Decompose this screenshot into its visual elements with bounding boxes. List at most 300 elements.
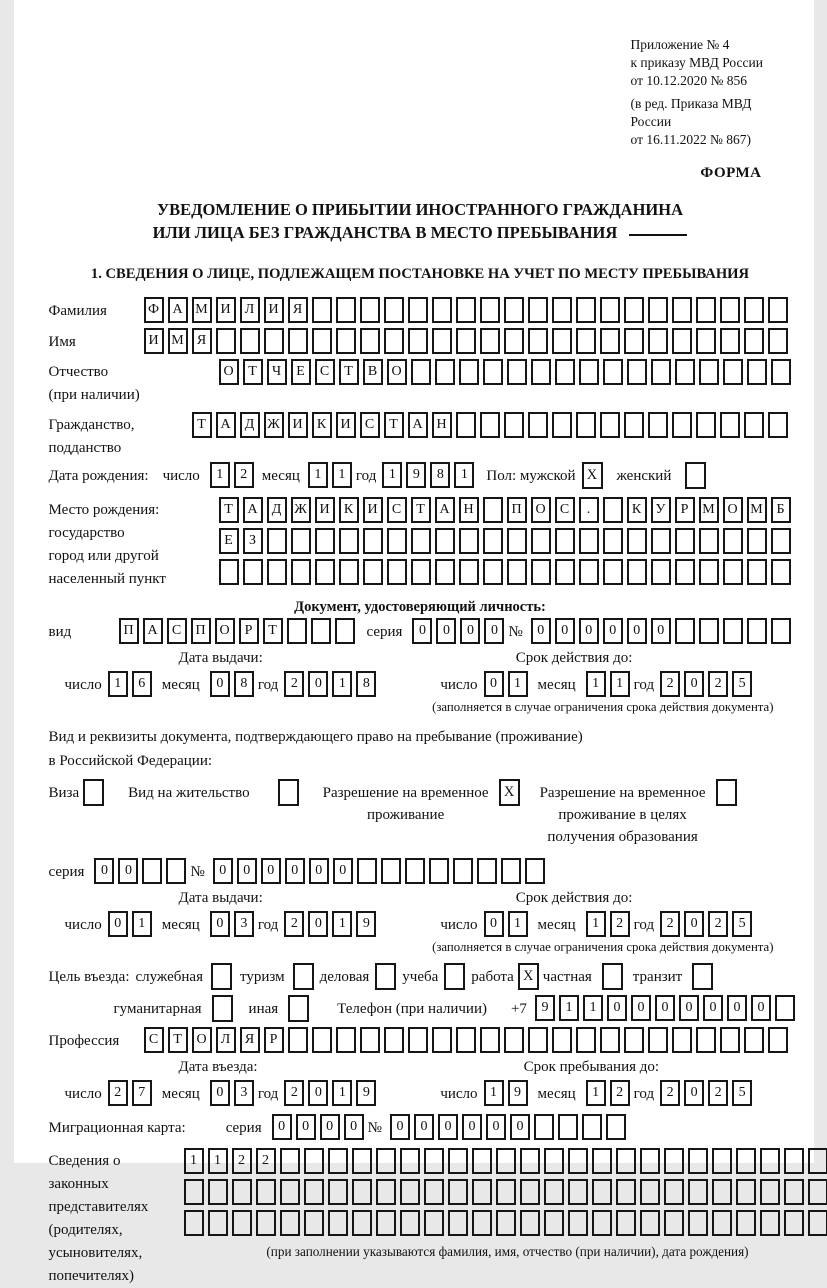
char-cell[interactable]: 0 [484, 911, 504, 937]
char-cell[interactable] [616, 1148, 636, 1174]
char-cell[interactable]: М [699, 497, 719, 523]
char-cell[interactable] [552, 1027, 572, 1053]
char-cell[interactable] [544, 1148, 564, 1174]
char-cell[interactable]: 9 [356, 911, 376, 937]
char-cell[interactable]: 1 [508, 671, 528, 697]
char-cell[interactable]: 1 [108, 671, 128, 697]
char-cell[interactable] [736, 1210, 756, 1236]
char-cell[interactable] [507, 559, 527, 585]
char-cell[interactable] [558, 1114, 578, 1140]
char-cell[interactable] [411, 528, 431, 554]
char-cell[interactable]: М [192, 297, 212, 323]
char-cell[interactable] [384, 297, 404, 323]
char-cell[interactable] [534, 1114, 554, 1140]
char-cell[interactable]: И [144, 328, 164, 354]
char-cell[interactable] [459, 528, 479, 554]
char-cell[interactable]: 2 [284, 1080, 304, 1106]
char-cell[interactable] [483, 559, 503, 585]
char-cell[interactable] [357, 858, 377, 884]
char-cell[interactable] [531, 359, 551, 385]
char-cell[interactable]: 2 [708, 1080, 728, 1106]
char-cell[interactable] [771, 528, 791, 554]
char-cell[interactable] [472, 1148, 492, 1174]
char-cell[interactable] [480, 412, 500, 438]
char-cell[interactable]: 0 [651, 618, 671, 644]
char-cell[interactable] [675, 359, 695, 385]
char-cell[interactable]: 0 [607, 995, 627, 1021]
char-cell[interactable] [784, 1179, 804, 1205]
char-cell[interactable] [384, 328, 404, 354]
char-cell[interactable] [664, 1210, 684, 1236]
char-cell[interactable] [240, 328, 260, 354]
char-cell[interactable] [219, 559, 239, 585]
char-cell[interactable] [432, 328, 452, 354]
char-cell[interactable] [288, 328, 308, 354]
char-cell[interactable] [408, 297, 428, 323]
char-cell[interactable] [339, 559, 359, 585]
checkbox-residence-permit[interactable] [278, 779, 299, 806]
char-cell[interactable] [315, 559, 335, 585]
char-cell[interactable] [640, 1148, 660, 1174]
char-cell[interactable] [504, 328, 524, 354]
char-cell[interactable]: О [219, 359, 239, 385]
char-cell[interactable] [672, 412, 692, 438]
char-cell[interactable]: 0 [603, 618, 623, 644]
char-cell[interactable] [424, 1148, 444, 1174]
char-cell[interactable] [435, 528, 455, 554]
char-cell[interactable] [504, 412, 524, 438]
char-cell[interactable]: Д [267, 497, 287, 523]
char-cell[interactable] [744, 297, 764, 323]
char-cell[interactable] [280, 1148, 300, 1174]
char-cell[interactable]: А [168, 297, 188, 323]
char-cell[interactable]: 2 [660, 671, 680, 697]
char-cell[interactable]: О [531, 497, 551, 523]
char-cell[interactable] [616, 1179, 636, 1205]
char-cell[interactable] [696, 1027, 716, 1053]
char-cell[interactable] [736, 1179, 756, 1205]
char-cell[interactable] [424, 1179, 444, 1205]
char-cell[interactable] [720, 412, 740, 438]
char-cell[interactable]: П [119, 618, 139, 644]
char-cell[interactable] [771, 559, 791, 585]
char-cell[interactable] [352, 1210, 372, 1236]
char-cell[interactable] [312, 297, 332, 323]
char-cell[interactable] [456, 1027, 476, 1053]
char-cell[interactable]: А [435, 497, 455, 523]
char-cell[interactable]: Ж [291, 497, 311, 523]
char-cell[interactable]: 1 [308, 462, 328, 488]
char-cell[interactable] [291, 528, 311, 554]
char-cell[interactable]: З [243, 528, 263, 554]
char-cell[interactable]: 0 [414, 1114, 434, 1140]
char-cell[interactable] [720, 1027, 740, 1053]
char-cell[interactable]: 9 [406, 462, 426, 488]
char-cell[interactable]: 1 [583, 995, 603, 1021]
char-cell[interactable]: С [555, 497, 575, 523]
char-cell[interactable] [627, 359, 647, 385]
char-cell[interactable]: Н [459, 497, 479, 523]
char-cell[interactable] [477, 858, 497, 884]
char-cell[interactable] [627, 528, 647, 554]
char-cell[interactable] [603, 497, 623, 523]
char-cell[interactable]: 0 [118, 858, 138, 884]
char-cell[interactable] [352, 1148, 372, 1174]
char-cell[interactable]: 9 [356, 1080, 376, 1106]
char-cell[interactable] [579, 528, 599, 554]
char-cell[interactable]: Т [192, 412, 212, 438]
char-cell[interactable]: С [360, 412, 380, 438]
char-cell[interactable] [432, 297, 452, 323]
char-cell[interactable]: 0 [460, 618, 480, 644]
char-cell[interactable]: 9 [508, 1080, 528, 1106]
char-cell[interactable]: 0 [486, 1114, 506, 1140]
char-cell[interactable] [624, 328, 644, 354]
checkbox-purpose-business[interactable] [375, 963, 396, 990]
char-cell[interactable] [166, 858, 186, 884]
char-cell[interactable] [651, 559, 671, 585]
char-cell[interactable] [315, 528, 335, 554]
char-cell[interactable] [808, 1148, 827, 1174]
char-cell[interactable]: Л [240, 297, 260, 323]
char-cell[interactable] [531, 528, 551, 554]
char-cell[interactable] [696, 297, 716, 323]
char-cell[interactable] [456, 328, 476, 354]
char-cell[interactable]: 0 [261, 858, 281, 884]
char-cell[interactable]: 1 [382, 462, 402, 488]
char-cell[interactable]: А [143, 618, 163, 644]
char-cell[interactable] [760, 1148, 780, 1174]
char-cell[interactable]: И [288, 412, 308, 438]
char-cell[interactable]: 0 [438, 1114, 458, 1140]
checkbox-visa[interactable] [83, 779, 104, 806]
char-cell[interactable] [232, 1179, 252, 1205]
char-cell[interactable] [480, 1027, 500, 1053]
char-cell[interactable] [688, 1179, 708, 1205]
char-cell[interactable]: 1 [484, 1080, 504, 1106]
char-cell[interactable]: 0 [272, 1114, 292, 1140]
char-cell[interactable] [459, 559, 479, 585]
char-cell[interactable] [256, 1179, 276, 1205]
char-cell[interactable]: 2 [284, 911, 304, 937]
char-cell[interactable]: 5 [732, 911, 752, 937]
char-cell[interactable]: Т [168, 1027, 188, 1053]
char-cell[interactable]: Е [291, 359, 311, 385]
char-cell[interactable]: П [507, 497, 527, 523]
char-cell[interactable]: Ф [144, 297, 164, 323]
char-cell[interactable] [208, 1210, 228, 1236]
char-cell[interactable] [531, 559, 551, 585]
char-cell[interactable] [288, 1027, 308, 1053]
char-cell[interactable] [552, 328, 572, 354]
char-cell[interactable]: 0 [210, 911, 230, 937]
char-cell[interactable]: 1 [132, 911, 152, 937]
char-cell[interactable] [568, 1179, 588, 1205]
char-cell[interactable] [483, 528, 503, 554]
char-cell[interactable] [387, 528, 407, 554]
char-cell[interactable] [336, 1027, 356, 1053]
char-cell[interactable] [760, 1179, 780, 1205]
char-cell[interactable] [775, 995, 795, 1021]
char-cell[interactable] [627, 559, 647, 585]
char-cell[interactable]: 0 [213, 858, 233, 884]
char-cell[interactable] [723, 559, 743, 585]
char-cell[interactable]: 0 [727, 995, 747, 1021]
char-cell[interactable]: 0 [320, 1114, 340, 1140]
char-cell[interactable] [400, 1179, 420, 1205]
char-cell[interactable]: В [363, 359, 383, 385]
char-cell[interactable] [696, 412, 716, 438]
char-cell[interactable] [448, 1210, 468, 1236]
char-cell[interactable] [335, 618, 355, 644]
char-cell[interactable]: С [144, 1027, 164, 1053]
char-cell[interactable] [456, 412, 476, 438]
char-cell[interactable]: К [312, 412, 332, 438]
char-cell[interactable]: 5 [732, 671, 752, 697]
char-cell[interactable]: . [579, 497, 599, 523]
char-cell[interactable] [435, 559, 455, 585]
char-cell[interactable]: 1 [454, 462, 474, 488]
char-cell[interactable]: 1 [586, 911, 606, 937]
char-cell[interactable]: П [191, 618, 211, 644]
char-cell[interactable] [675, 559, 695, 585]
char-cell[interactable] [408, 1027, 428, 1053]
char-cell[interactable] [411, 359, 431, 385]
char-cell[interactable] [291, 559, 311, 585]
char-cell[interactable]: 1 [210, 462, 230, 488]
char-cell[interactable] [287, 618, 307, 644]
char-cell[interactable] [336, 328, 356, 354]
char-cell[interactable]: Т [384, 412, 404, 438]
char-cell[interactable] [651, 528, 671, 554]
char-cell[interactable] [736, 1148, 756, 1174]
char-cell[interactable]: 9 [535, 995, 555, 1021]
char-cell[interactable]: 1 [610, 671, 630, 697]
char-cell[interactable]: И [264, 297, 284, 323]
char-cell[interactable] [555, 359, 575, 385]
char-cell[interactable] [480, 297, 500, 323]
char-cell[interactable] [507, 528, 527, 554]
char-cell[interactable] [405, 858, 425, 884]
char-cell[interactable] [744, 412, 764, 438]
char-cell[interactable] [606, 1114, 626, 1140]
char-cell[interactable]: 3 [234, 911, 254, 937]
char-cell[interactable] [603, 359, 623, 385]
checkbox-temporary-residence[interactable]: X [499, 779, 520, 806]
char-cell[interactable] [360, 1027, 380, 1053]
char-cell[interactable] [808, 1179, 827, 1205]
char-cell[interactable]: М [747, 497, 767, 523]
checkbox-sex-male[interactable]: X [582, 462, 603, 489]
char-cell[interactable]: 0 [237, 858, 257, 884]
char-cell[interactable] [664, 1148, 684, 1174]
char-cell[interactable]: 1 [559, 995, 579, 1021]
char-cell[interactable] [311, 618, 331, 644]
char-cell[interactable] [483, 359, 503, 385]
char-cell[interactable] [720, 328, 740, 354]
char-cell[interactable]: 2 [108, 1080, 128, 1106]
char-cell[interactable]: 2 [256, 1148, 276, 1174]
char-cell[interactable] [424, 1210, 444, 1236]
char-cell[interactable] [376, 1148, 396, 1174]
char-cell[interactable] [339, 528, 359, 554]
char-cell[interactable] [760, 1210, 780, 1236]
char-cell[interactable]: Б [771, 497, 791, 523]
char-cell[interactable] [648, 412, 668, 438]
char-cell[interactable] [603, 528, 623, 554]
char-cell[interactable] [688, 1210, 708, 1236]
char-cell[interactable]: 0 [627, 618, 647, 644]
char-cell[interactable] [384, 1027, 404, 1053]
checkbox-purpose-private[interactable] [602, 963, 623, 990]
char-cell[interactable] [504, 297, 524, 323]
char-cell[interactable]: Т [243, 359, 263, 385]
char-cell[interactable] [600, 328, 620, 354]
char-cell[interactable]: М [168, 328, 188, 354]
char-cell[interactable]: 8 [234, 671, 254, 697]
char-cell[interactable] [768, 412, 788, 438]
char-cell[interactable] [768, 297, 788, 323]
char-cell[interactable]: С [167, 618, 187, 644]
char-cell[interactable]: 5 [732, 1080, 752, 1106]
char-cell[interactable] [747, 359, 767, 385]
char-cell[interactable]: 0 [296, 1114, 316, 1140]
char-cell[interactable] [528, 412, 548, 438]
char-cell[interactable] [675, 528, 695, 554]
char-cell[interactable]: 1 [508, 911, 528, 937]
char-cell[interactable]: Т [411, 497, 431, 523]
char-cell[interactable] [579, 559, 599, 585]
char-cell[interactable] [675, 618, 695, 644]
checkbox-purpose-work[interactable]: X [518, 963, 539, 990]
checkbox-purpose-tourism[interactable] [293, 963, 314, 990]
char-cell[interactable]: А [408, 412, 428, 438]
char-cell[interactable]: 0 [94, 858, 114, 884]
char-cell[interactable]: А [243, 497, 263, 523]
char-cell[interactable] [504, 1027, 524, 1053]
char-cell[interactable]: О [192, 1027, 212, 1053]
char-cell[interactable]: 2 [284, 671, 304, 697]
char-cell[interactable]: 0 [631, 995, 651, 1021]
char-cell[interactable] [712, 1148, 732, 1174]
char-cell[interactable]: 0 [684, 911, 704, 937]
char-cell[interactable] [525, 858, 545, 884]
char-cell[interactable] [363, 528, 383, 554]
char-cell[interactable] [528, 328, 548, 354]
char-cell[interactable] [552, 297, 572, 323]
char-cell[interactable] [264, 328, 284, 354]
char-cell[interactable] [520, 1210, 540, 1236]
char-cell[interactable] [496, 1179, 516, 1205]
char-cell[interactable] [408, 328, 428, 354]
char-cell[interactable] [520, 1179, 540, 1205]
char-cell[interactable] [616, 1210, 636, 1236]
char-cell[interactable]: А [216, 412, 236, 438]
char-cell[interactable] [328, 1210, 348, 1236]
char-cell[interactable]: 1 [332, 671, 352, 697]
char-cell[interactable] [723, 618, 743, 644]
char-cell[interactable] [400, 1148, 420, 1174]
char-cell[interactable] [552, 412, 572, 438]
char-cell[interactable] [768, 328, 788, 354]
char-cell[interactable]: Я [192, 328, 212, 354]
char-cell[interactable]: 0 [390, 1114, 410, 1140]
char-cell[interactable]: О [387, 359, 407, 385]
char-cell[interactable] [699, 559, 719, 585]
char-cell[interactable] [496, 1148, 516, 1174]
char-cell[interactable]: Я [240, 1027, 260, 1053]
char-cell[interactable] [672, 297, 692, 323]
char-cell[interactable] [568, 1210, 588, 1236]
char-cell[interactable] [555, 528, 575, 554]
char-cell[interactable] [376, 1179, 396, 1205]
char-cell[interactable]: 1 [208, 1148, 228, 1174]
char-cell[interactable]: 1 [332, 1080, 352, 1106]
char-cell[interactable]: 3 [234, 1080, 254, 1106]
char-cell[interactable] [648, 1027, 668, 1053]
char-cell[interactable] [744, 328, 764, 354]
char-cell[interactable]: 0 [510, 1114, 530, 1140]
char-cell[interactable]: 1 [332, 911, 352, 937]
char-cell[interactable] [411, 559, 431, 585]
char-cell[interactable] [576, 412, 596, 438]
char-cell[interactable] [304, 1210, 324, 1236]
checkbox-purpose-transit[interactable] [692, 963, 713, 990]
char-cell[interactable] [216, 328, 236, 354]
checkbox-purpose-other[interactable] [288, 995, 309, 1022]
char-cell[interactable] [448, 1148, 468, 1174]
char-cell[interactable] [808, 1210, 827, 1236]
char-cell[interactable]: 1 [332, 462, 352, 488]
char-cell[interactable] [600, 1027, 620, 1053]
char-cell[interactable]: 8 [430, 462, 450, 488]
char-cell[interactable] [624, 297, 644, 323]
char-cell[interactable] [555, 559, 575, 585]
char-cell[interactable] [472, 1210, 492, 1236]
char-cell[interactable] [312, 1027, 332, 1053]
char-cell[interactable] [712, 1210, 732, 1236]
char-cell[interactable]: 0 [309, 858, 329, 884]
char-cell[interactable] [723, 359, 743, 385]
char-cell[interactable] [459, 359, 479, 385]
char-cell[interactable] [771, 618, 791, 644]
char-cell[interactable]: 0 [655, 995, 675, 1021]
char-cell[interactable]: 0 [210, 1080, 230, 1106]
char-cell[interactable]: С [387, 497, 407, 523]
char-cell[interactable] [429, 858, 449, 884]
char-cell[interactable]: 2 [610, 1080, 630, 1106]
char-cell[interactable] [363, 559, 383, 585]
char-cell[interactable]: 0 [308, 1080, 328, 1106]
char-cell[interactable] [592, 1148, 612, 1174]
char-cell[interactable] [453, 858, 473, 884]
char-cell[interactable] [267, 528, 287, 554]
char-cell[interactable]: Ж [264, 412, 284, 438]
char-cell[interactable]: К [339, 497, 359, 523]
char-cell[interactable]: 0 [462, 1114, 482, 1140]
char-cell[interactable]: Н [432, 412, 452, 438]
char-cell[interactable]: 0 [703, 995, 723, 1021]
char-cell[interactable]: И [315, 497, 335, 523]
char-cell[interactable] [744, 1027, 764, 1053]
char-cell[interactable] [267, 559, 287, 585]
char-cell[interactable] [520, 1148, 540, 1174]
char-cell[interactable]: 8 [356, 671, 376, 697]
char-cell[interactable] [747, 528, 767, 554]
char-cell[interactable] [232, 1210, 252, 1236]
char-cell[interactable] [640, 1179, 660, 1205]
char-cell[interactable] [448, 1179, 468, 1205]
